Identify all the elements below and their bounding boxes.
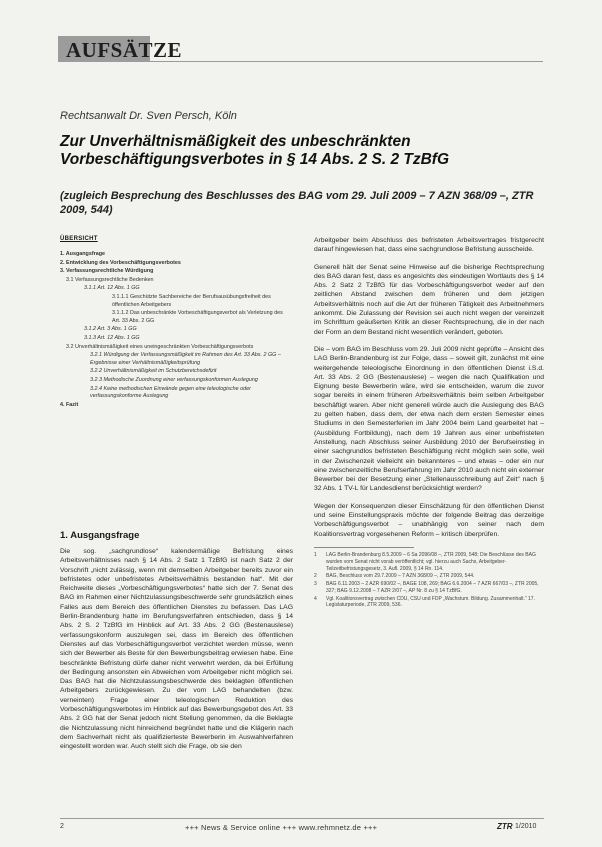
toc-item: 3.2.3 Methodische Zuordnung einer verfassungskonformen Auslegung [90,376,258,383]
toc-item: 3.1.2 Art. 3 Abs. 1 GG [84,326,137,333]
toc-list [60,251,292,409]
toc-item: 1. Ausgangsfrage [60,251,106,257]
footnote [314,573,544,580]
right-column [314,236,544,610]
issue-number: 1/2010 [515,823,537,830]
footnote [314,552,544,572]
toc-item: 3.2.1 Würdigung der Verfassungsmäßigkeit im Rahmen des Art. 33 Abs. 2 GG – Ergebnisse einer Verhältnismäßigkeitsprüfung [90,352,281,366]
toc-item: 4. Fazit [60,401,79,408]
body-paragraph: Generell hält der Senat seine Hinweise auf die bisherige Rechtsprechung des BAG daran fest, dass es angesichts des eindeutigen Wortlauts des § 14 Abs. 2 Satz 2 TzBfG für das Vorbeschäftigungsverbot weder auf den zeitlichen Abstand zwischen dem früheren und dem jetzigen Arbeitsverhältnis noch auf die Art der früheren Tätigkeit des Arbeitnehmers ankommt. Die Zulassung der Revision sei auch nicht wegen der vereinzelt im Schrifttum geäußerten Kritik an dieser Rechtsprechung, die in der nach der Form an dem Bestand nicht wesentlich verändert, geboten. [314,263,544,336]
footnote [314,596,544,610]
article-subtitle: (zugleich Besprechung des Beschlusses des BAG vom 29. Juli 2009 – 7 AZN 368/09 –, ZTR 2009, 544) [60,190,534,216]
footnote-text: LAG Berlin-Brandenburg 8.5.2009 – 6 Sa 2096/08 –, ZTR 2009, 548; Die Beschlüsse des BAG wurden vom Senat nicht vorab veröffentlicht; vgl. hierzu auch Sachs, Arbeitgeber-Teilzeitbefristungsgesetz, 3. Aufl. 2009, § 14 Rn. 114. [326,551,536,572]
body-paragraph-left: Die sog. „sachgrundlose“ kalendermäßige Befristung eines Arbeitsverhältnisses nach § 14 Abs. 2 Satz 1 TzBfG ist nach Satz 2 der Vorschrift „nicht zulässig, wenn mit demselben Arbeitgeber bereits zuvor ein befristetes oder unbefristetes Arbeitsverhältnis bestanden hat“. Mit der Reichweite dieses „Vorbeschäftigungsverbotes“ hatte sich der 7. Senat des BAG im Rahmen einer Nichtzulassungsbeschwerde sehr grundsätzlich eines Falles aus dem Bereich des öffentlichen Dienstes zu befassen. Das LAG Berlin-Brandenburg hatte im Berufungsverfahren entschieden, dass § 14 Abs. 2 S. 2 TzBfG im Hinblick auf Art. 33 Abs. 2 GG (Bestenauslese) verfassungskonform auszulegen sei, dass im Bereich des öffentlichen Dienstes auf das Vorbeschäftigungsverbot verzichtet werden müsse, wenn sich der Bewerber als Beste für den Bewerbungsbeitrag erwiesen habe. Eine beschränkte Befristung dürfe daher nicht verwehrt werden, da bei Erfüllung der Bedingung ansonsten ein Abweichen vom Arbeitgeber nicht möglich sei. Das BAG hat die Nichtzulassungsbeschwerde des beklagten öffentlichen Arbeitgebers zurückgewiesen. Zu der vom LAG behandelten (bzw. verneinten) Frage einer teleologischen Reduktion des Vorbeschäftigungsverbotes im Hinblick auf das Bewerbungsgebot des Art. 33 Abs. 2 GG hat der Senat jedoch nicht Stellung genommen, da die Beklagte die Nichtzulassung nicht hinreichend begründet hatte und die Klägerin nach dem Sachverhalt nicht als qualifizierteste Bewerberin im Auswahlverfahren eingestellt worden war. Auch stellt sich die Frage, ob sie den [60,548,293,751]
header-rule [150,61,543,62]
footer-rule [60,818,544,819]
section-label: AUFSÄTZE [66,38,183,62]
toc-heading: ÜBERSICHT [60,236,98,242]
article-author: Rechtsanwalt Dr. Sven Persch, Köln [60,110,237,122]
footnote-number: 1 [314,551,317,558]
footnote-number: 2 [314,573,317,580]
section-banner [58,36,183,62]
footnote-text: BAG, Beschluss vom 29.7.2009 – 7 AZN 368/09 –, ZTR 2009, 544. [326,573,475,580]
toc-item: 3.1 Verfassungsrechtliche Bedenken [66,276,154,283]
body-paragraph: Arbeitgeber beim Abschluss des befristeten Arbeitsvertrages fristgerecht darauf hingewiesen hat, dass eine sachgrundlose Befristung ausscheide. [314,237,544,254]
body-paragraph: Wegen der Konsequenzen dieser Einschätzung für den öffentlichen Dienst und seine Einstellungspraxis möchte der folgende Beitrag das derzeitige Vorbeschäftigungsverbot – unabhängig von seiner nach dem Koalitionsvertrag vorgesehenen Reform – kritisch überprüfen. [314,502,544,538]
footnote-text: Vgl. Koalitionsvertrag zwischen CDU, CSU und FDP „Wachstum. Bildung. Zusammenhalt.“ 17. Legislaturperiode, ZTR 2009, 536. [326,595,535,609]
toc-item: 3.2 Unverhältnismäßigkeit eines uneingeschränkten Vorbeschäftigungsverbots [66,343,254,350]
toc-item: 3.1.1.2 Das unbeschränkte Vorbeschäftigungsverbot als Verletzung des Art. 33 Abs. 2 GG [112,310,283,324]
footer-link[interactable]: +++ News & Service online +++ www.rehmnetz.de +++ [185,823,378,832]
toc-item: 3.1.3 Art. 12 Abs. 1 GG [84,334,140,341]
footnotes [314,552,544,609]
toc-item: 3.1.1 Art. 12 Abs. 1 GG [84,285,140,292]
toc-item: 3. Verfassungsrechtliche Würdigung [60,268,154,275]
footnote [314,581,544,595]
article-title: Zur Unverhältnismäßigkeit des unbeschränkten Vorbeschäftigungsverbotes in § 14 Abs. 2 S. 2 TzBfG [60,133,450,168]
toc-item: 3.2.2 Unverhältnismäßigkeit im Schutzbereichsdefizit [90,368,217,375]
toc-item: 3.2.4 Keine methodischen Einwände gegen eine teleologische oder verfassungskonforme Auslegung [90,385,251,400]
footnote-rule [314,547,414,548]
footnote-number: 4 [314,595,317,602]
section-heading: 1. Ausgangsfrage [60,530,140,541]
toc-item: 3.1.1.1 Geschützte Sachbereiche der Berufsausübungsfreiheit des öffentlichen Arbeitgebers [112,293,271,308]
footnote-text: BAG 6.11.2003 – 2 AZR 690/02 –, BAGE 108, 269; BAG 6.6.2004 – 7 AZR 667/03 –, ZTR 2005, 327; BAG 9.12.2008 – 7 AZR 2/07 –, AP Nr. 8 zu § 14 TzBfG. [326,581,539,594]
body-paragraph: Die – vom BAG im Beschluss vom 29. Juli 2009 nicht geprüfte – Ansicht des LAG Berlin-Brandenburg ist zur Folge, dass – soweit gilt, zunächst mit eine weitergehende teleologische Einordnung in den öffentlichen Dienst i.S.d. Art. 33 Abs. 2 GG (Bestenauslese) – wegen die nach Qualifikation und Eignung beste Bewerberin wäre, wird sie entscheiden, warum die zuvor sogar bereits in einem früheren Arbeitsverhältnis beim selben Arbeitgeber beschäftigt waren. Aber nicht generell würde auch die Auslegung des BAG zu gelten haben, dass dem, der etwa nach dem ersten Semester eines Studiums in den Semesterferien im Jahr 2004 beim Land gearbeitet hat – (Ausbildung Fortbildung), nach dem 19 Jahren aus einer unbefristeten Anstellung, nach Abschluss seiner Ausbildung 2010 der Berufseinstieg in einer sachgrundlos befristeten Beschäftigung nicht möglich sein solle, weil in der Zwischenzeit vielleicht ein bekannteres – und etwas – oder ein nur eine zwischenzeitliche Berufserfahrung im Jahr 2010 auch nicht ein externer Bewerber bei der Besetzung einer „Stellenausschreibung auf Zeit“ nach § 32 Abs. 1 TV-L für Landesdienst berücksichtigt werden? [314,345,544,493]
page-number: 2 [60,823,64,830]
table-of-contents [60,236,292,410]
footnote-number: 3 [314,581,317,588]
journal-logo: ZTR [497,822,513,831]
toc-item: 2. Entwicklung des Vorbeschäftigungsverbotes [60,259,181,266]
